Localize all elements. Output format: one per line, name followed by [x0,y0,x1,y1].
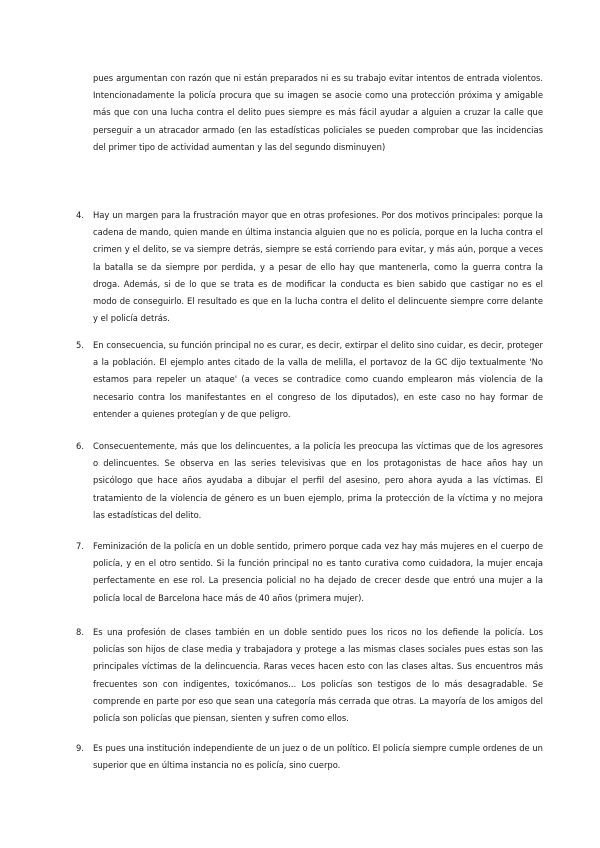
item-text: Feminización de la policía en un doble sentido, primero porque cada vez hay más mujeres en el cuerpo de policía, y en el otro sentido. Si la función principal no es tanto curativa como cuidadora, la mujer encaja perfectamente en ese rol. La presencia policial no ha dejado de crecer desde que entró una mujer a la policía local de Barcelona hace más de 40 años (primera mujer). [93,541,543,603]
item-number: 9. [76,743,84,753]
list-item [76,740,543,774]
list-item [76,538,543,607]
item-text: Consecuentemente, más que los delincuentes, a la policía les preocupa las víctimas que de los agresores o delincuentes. Se observa en las series televisivas que en los protagonistas de hace años hay un psicólogo que hace años ayudaba a dibujar el perfil del asesino, pero ahora ayuda a las víctimas. El tratamiento de la violencia de género es un buen ejemplo, prima la protección de la víctima y no mejora las estadísticas del delito. [93,441,543,520]
item-text: Es pues una institución independiente de un juez o de un político. El policía siempre cumple ordenes de un superior que en última instancia no es policía, sino cuerpo. [93,743,543,771]
list-item [76,624,543,727]
item-text: Hay un margen para la frustración mayor que en otras profesiones. Por dos motivos principales: porque la cadena de mando, quien mande en última instancia alguien que no es policía, porque en la lucha contra el crimen y el delito, se va siempre detrás, siempre se está corriendo para evitar, y más aún, porque a veces la batalla se da siempre por perdida, y a pesar de ello hay que mantenerla, como la guerra contra la droga. Además, si de lo que se trata es de modificar la conducta es bien sabido que castigar no es el modo de conseguirlo. El resultado es que en la lucha contra el delito el delincuente siempre corre delante y el policía detrás. [93,210,543,324]
item-number: 8. [76,627,84,637]
item-number: 4. [76,210,84,220]
intro-paragraph: pues argumentan con razón que ni están preparados ni es su trabajo evitar intentos de entrada violentos. Intencionadamente la policía procura que su imagen se asocie como una protección próxima y amigable más que con una lucha contra el delito pues siempre es más fácil ayudar a alguien a cruzar la calle que perseguir a un atracador armado (en las estadísticas policiales se pueden comprobar que las incidencias del primer tipo de actividad aumentan y las del segundo disminuyen) [93,73,543,152]
list-item [76,438,543,524]
item-number: 6. [76,441,84,451]
item-number: 7. [76,541,84,551]
item-number: 5. [76,340,84,350]
item-text: En consecuencia, su función principal no es curar, es decir, extirpar el delito sino cuidar, es decir, proteger a la población. El ejemplo antes citado de la valla de melilla, el portavoz de la GC dijo textualmente 'No estamos para repeler un ataque' (a veces se contradice como cuando emplearon más violencia de la necesario contra los manifestantes en el congreso de los diputados), en este caso no hay formar de entender a quienes protegían y de que peligro. [93,340,543,419]
list-item [76,337,543,423]
list-item [76,207,543,327]
item-text: Es una profesión de clases también en un doble sentido pues los ricos no los defiende la policía. Los policías son hijos de clase media y trabajadora y protege a las mismas clases sociales pues estas son las principales víctimas de la delincuencia. Raras veces hacen esto con las clases altas. Sus encuentros más frecuentes son con indigentes, toxicómanos... Los policías son testigos de lo más desagradable. Se comprende en parte por eso que sean una categoría más cerrada que otras. La mayoría de los amigos del policía son policías que piensan, sienten y sufren como ellos. [93,627,543,724]
